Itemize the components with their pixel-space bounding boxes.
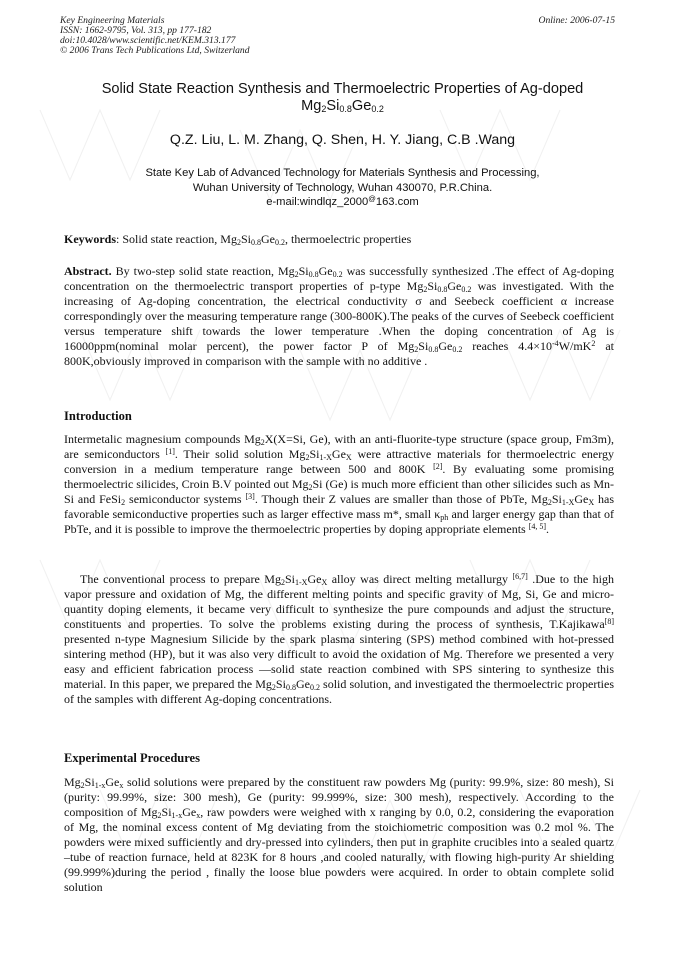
email-line: e-mail:windlqz_2000@163.com — [266, 194, 419, 209]
journal-name: Key Engineering Materials — [60, 15, 165, 26]
section-heading-introduction: Introduction — [64, 409, 132, 423]
section-heading-experimental: Experimental Procedures — [64, 751, 200, 765]
doi-line: doi:10.4028/www.scientific.net/KEM.313.177 — [60, 35, 236, 46]
affiliation — [60, 166, 625, 210]
journal-header — [60, 16, 250, 56]
citation-ref: [4, 5] — [528, 522, 547, 531]
citation-ref: [8] — [604, 617, 614, 626]
citation-ref: [6,7] — [512, 572, 528, 581]
title-line-1: Solid State Reaction Synthesis and Thermoelectric Properties of Ag-doped — [101, 81, 584, 97]
affiliation-line-1: State Key Lab of Advanced Technology for Materials Synthesis and Processing, — [145, 167, 540, 179]
citation-ref: [2] — [433, 462, 443, 471]
keywords-paragraph: Keywords: Solid state reaction, $Mg_2Si_{0.8}Ge_{0.2}$, thermoelectric properties — [64, 232, 412, 247]
author-list: Q.Z. Liu, L. M. Zhang, Q. Shen, H. Y. Jiang, C.B .Wang — [169, 132, 516, 148]
citation-ref: [3] — [245, 492, 255, 501]
abstract-label: Abstract. — [64, 264, 112, 278]
abstract-paragraph: Abstract. By two-step solid state reaction, $Mg_2Si_{0.8}Ge_{0.2}$ was successfully synthesized .The effect of Ag-doping concentration on the thermoelectric transport properties of p-type $Mg_2Si_{0.8}Ge_{0.2}$ was investigated. With the increasing of Ag-doping concentration, the electrical conductivity σ and Seebeck coefficient α increase correspondingly over the measuring temperature range (300-800K).The peaks of the curves of Seebeck coefficient versus temperature shift towards the lower temperature .When the doping concentration of Ag is 16000ppm(nominal molar percent), the power factor P of $Mg_2Si_{0.8}Ge_{0.2}$ reaches $4.4\times 10^{-4}W/mK^2$ at 800K,obviously improved in comparison with the sample with no additive . — [64, 264, 614, 368]
affiliation-line-2: Wuhan University of Technology, Wuhan 430070, P.R.China. — [192, 181, 493, 194]
keywords-label: Keywords — [64, 232, 116, 246]
intro-paragraph-1: Intermetalic magnesium compounds $Mg_2X(X=Si$, Ge), with an anti-fluorite-type structure (space group, Fm3m), are semiconductors [1]. Their solid solution $Mg_2Si_{1-X}Ge_X$ were attractive materials for thermoelectric energy conversion in a medium temperature range between 500 and 800K [2]. By evaluating some promising thermoelectric silicides, Croin B.V pointed out $Mg_2Si$ (Ge) is much more efficient than other silicides such as Mn-Si and FeSi$_2$ semiconductor systems [3]. Though their Z values are smaller than those of PbTe, $Mg_2Si_{1-X}Ge_X$ has favorable semiconductive properties such as larger effective mass m*, small $\kappa_{ph}$ and larger energy gap than that of PbTe, and it is possible to improve the thermoelectric properties by doping appropriate elements [4, 5]. — [64, 432, 615, 536]
online-date: Online: 2006-07-15 — [538, 15, 615, 26]
title-formula: $Mg_2Si_{0.8}Ge_{0.2}$ — [301, 98, 384, 114]
experimental-paragraph-1: $Mg_2Si_{1-x}Ge_x$ solid solutions were prepared by the constituent raw powders Mg (purity: 99.9%, size: 80 mesh), Si (purity: 99.99%, size: 300 mesh), Ge (purity: 99.999%, size: 300 mesh), respectively. According to the composition of $Mg_2Si_{1-x}Ge_x$, raw powders were weighed with x ranging by 0.0, 0.2, considering the evaporation of Mg, the nominal excess content of Mg deviating from the stoichiometric composition was 0.2 mol %. The powders were mixed sufficiently and dry-pressed into cylinders, then put in graphite crucibles into a sealed quartz –tube of reaction furnace, held at 823K for 8 hours ,and cooled naturally, with flowing high-purity Ar shielding (99.999%)during the period , finally the loose blue powders were acquired. In order to obtain complete solid solution — [64, 775, 614, 894]
issn-line: ISSN: 1662-9795, Vol. 313, pp 177-182 — [60, 25, 212, 36]
copyright-line: © 2006 Trans Tech Publications Ltd, Switzerland — [60, 45, 250, 56]
intro-paragraph-2: The conventional process to prepare $Mg_2Si_{1-X}Ge_X$ alloy was direct melting metallurgy [6,7] .Due to the high vapor pressure and oxidation of Mg, the different melting points and specific gravity of Mg, Si, Ge and micro-quantity doping elements, it became very difficult to synthesize the pure compounds and adjust the structure, constituents and properties. To solve the problems existing during the process of synthesis, T.Kajikawa[8] presented n-type Magnesium Silicide by the spark plasma sintering (SPS) method combined with hot-pressed sintering method (HP), but it was also very difficult to avoid the oxidation of Mg. Therefore we presented a very easy and efficient fabrication process —solid state reaction combined with SPS sintering to synthesize this material. In this paper, we prepared the $Mg_2Si_{0.8}Ge_{0.2}$ solid solution, and investigated the thermoelectric properties of the samples with different Ag-doping concentrations. — [64, 572, 614, 706]
paper-title — [60, 81, 625, 115]
citation-ref: [1] — [165, 447, 175, 456]
